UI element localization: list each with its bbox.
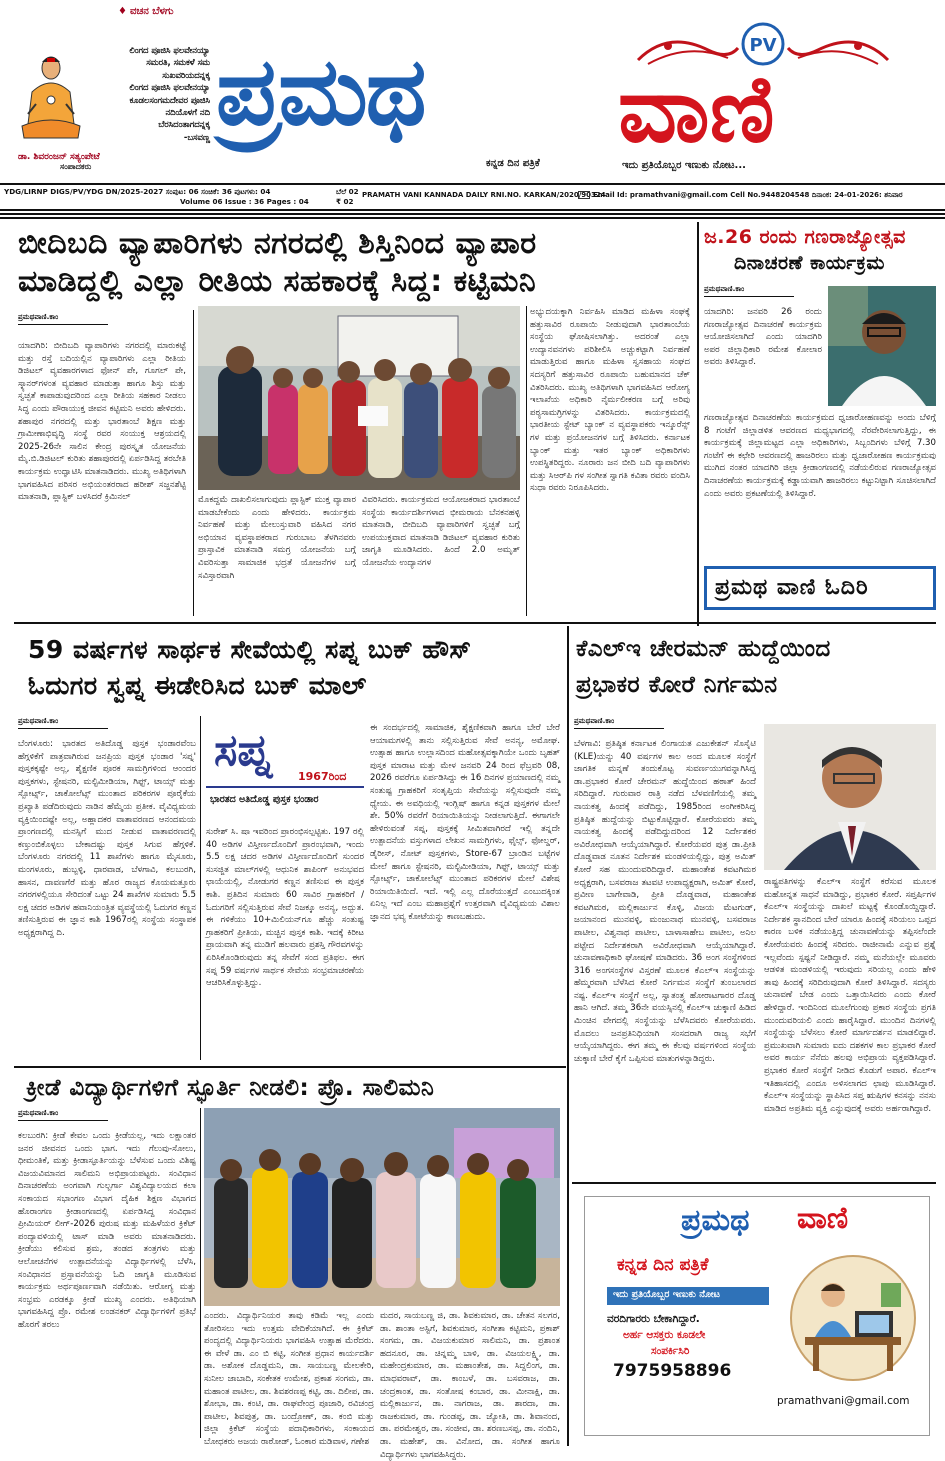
story3-headline-line1: 59 ವರ್ಷಗಳ ಸಾರ್ಥಕ ಸೇವೆಯಲ್ಲಿ ಸಪ್ನ ಬುಕ್ ಹೌಸ್ bbox=[28, 635, 472, 664]
read-pramathavani-banner bbox=[704, 566, 936, 610]
price-info: ಬೆಲೆ 02 bbox=[336, 187, 359, 196]
ad-line-2: ಅರ್ಹ ಆಸಕ್ತರು ಕೂಡಲೇ bbox=[623, 1329, 706, 1341]
story1-byline: ಪ್ರಮಥವಾಣಿ.ಕಾಂ bbox=[18, 312, 108, 325]
price-info-2: ₹ 02 bbox=[336, 197, 354, 206]
group-photo-icon bbox=[198, 306, 520, 490]
ad-slogan-bar bbox=[607, 1287, 769, 1305]
issue-info-bar bbox=[0, 183, 945, 209]
story5-headline: ಕ್ರೀಡೆ ವಿದ್ಯಾರ್ಥಿಗಳಿಗೆ ಸ್ಫೂರ್ತಿ ನೀಡಲಿ: ಪ್ರೊ. ಸಾಲಿಮನಿ bbox=[26, 1075, 435, 1101]
ad-line-3: ಸಂಪರ್ಕಿಸಿರಿ bbox=[651, 1345, 690, 1357]
story5-byline: ಪ್ರಮಥವಾಣಿ.ಕಾಂ bbox=[18, 1108, 108, 1121]
vachana-verse bbox=[74, 44, 210, 143]
vachana-line: ಸುಖವರಿಯದನ್ನಕ್ಕ bbox=[162, 69, 210, 80]
vachana-line: ಕೂಡಲಸಂಗಮದೇವರ ಪೂಜಿಸಿ bbox=[129, 94, 210, 105]
vachana-line: ಬೆರಸಿದಂತಾಗದನ್ನಕ್ಕ bbox=[158, 119, 210, 130]
ad-title: ಕನ್ನಡ ದಿನ ಪತ್ರಿಕೆ bbox=[617, 1255, 709, 1275]
logo-slogan: ಇದು ಪ್ರತಿಯೊಬ್ಬರ ಇಣುಕು ನೋಟ... bbox=[622, 160, 746, 171]
contact-text: Email Id: pramathvani@gmail.com Cell No.9448204548 ದಿನಾಂಕ: 24-01-2026: ಶನಿವಾರ bbox=[593, 191, 903, 199]
story1-photo bbox=[198, 306, 520, 490]
contact-date-info bbox=[578, 191, 903, 200]
column-divider bbox=[526, 306, 527, 616]
vachana-line: ಸಮರತಿ, ಸಮಕಳೆ ಸಮ bbox=[146, 57, 210, 68]
story3-column-2: ಸುರೇಶ್ ಸಿ. ಷಾ ಇವರಿಂದ ಪ್ರಾರಂಭಿಸಲ್ಪಟ್ಟಿತು. 197 ರಲ್ಲಿ 40 ಅಡಿಗಳ ವಿಸ್ತೀರ್ಣದೊಂದಿಗೆ ಪ್ರಾರಂಭವಾಗಿ, ಇಂದು 5.5 ಲಕ್ಷ ಚದರ ಅಡಿಗಳ ವಿಸ್ತೀರ್ಣದೊಂದಿಗೆ ಸುಂದರ ಸುಸಜ್ಜಿತ ಮಾಲ್‌ಗಳಲ್ಲಿ ಆಧುನಿಕ ಶಾಪಿಂಗ್ ಅನುಭವದ ಛಾಯೆಯಲ್ಲಿ, ನೋಡುಗರ ಕಣ್ಣನ ತಣಿಸುವ ಈ ಪುಸ್ತಕ ಕಾಶಿ. ಪ್ರತಿದಿನ ಸುಮಾರು 60 ಸಾವಿರ ಗ್ರಾಹಕರಿಗೆ / ಓದುಗರಿಗೆ ಸಲ್ಲಿಸುತ್ತಿರುವ ಸೇವೆ ನಿಜಕ್ಕೂ ಅನನ್ಯ, ಅದ್ಭುತ. ಈ ಗಳಿಕೆಯು 10+ಮಿಲಿಯನ್‌ಗೂ ಹೆಚ್ಚು ಸಂತುಷ್ಟ ಗ್ರಾಹಕರಿಗೆ ಪ್ರೀತಿಯ, ಮಚ್ಚಿನ ಪುಸ್ತಕ ಕಾಶಿ. ಇದಕ್ಕೆ ಕಿರೀಟ ಪ್ರಾಯವಾಗಿ ತನ್ನ ಮುಡಿಗೆ ಹಲವಾರು ಪ್ರಶಸ್ತಿ ಗೌರವಗಳನ್ನು ಏರಿಸಿಕೊಂಡಿರುವುದು ತನ್ನ ಸೇವೆಗೆ ಸಂದ ಪ್ರತಿಫಲ. ಈಗ ಸಪ್ನ 59 ವರ್ಷಗಳ ಸಾರ್ಥಕ ಸೇವೆಯ ಸಂಭ್ರಮಾಚರಣೆಯ ಆಚರಿಸಿಕೊಳ್ಳುತ್ತಿದ್ದು. bbox=[206, 827, 364, 989]
section-divider-horizontal bbox=[14, 1066, 566, 1068]
sapna-logo-rule bbox=[206, 786, 364, 788]
story2-column-body: ಗಣರಾಜ್ಯೋತ್ಸವ ದಿನಾಚರಣೆಯ ಕಾರ್ಯಕ್ರಮದ ಧ್ವಜಾರೋಹಣವನ್ನು ಅಂದು ಬೆಳಿಗ್ಗೆ 8 ಗಂಟೆಗೆ ಜಿಲ್ಲಾಡಳಿತ ಆವರಣದ ಮಧ್ಯಭಾಗದಲ್ಲಿ ನೆರವೇರಿಸಲಾಗುತ್ತಿದ್ದು, ಈ ಕಾರ್ಯಕ್ರಮಕ್ಕೆ ಜಿಲ್ಲಾಮಟ್ಟದ ಎಲ್ಲಾ ಅಧಿಕಾರಿಗಳು, ಸಿಬ್ಬಂದಿಗಳು ಬೆಳಿಗ್ಗೆ 7.30 ಗಂಟೆಗೆ ಈ ಕಛೇರಿ ಆವರಣದಲ್ಲಿ ಹಾಜರಿರಲು ಮತ್ತು ಧ್ವಜಾರೋಹಣ ಕಾರ್ಯಕ್ರಮವು ಮುಗಿದ ನಂತರ ಯಾದಗಿರಿ ಜಿಲ್ಲಾ ಕ್ರೀಡಾಂಗಣದಲ್ಲಿ ನಡೆಯಲಿರುವ ಗಣರಾಜ್ಯೋತ್ಸವ ದಿನಾಚರಣೆಯ ಕಾರ್ಯಕ್ರಮಕ್ಕೆ ಕಡ್ಡಾಯವಾಗಿ ಹಾಜರಿರಲು ಕಟ್ಟುನಿಟ್ಟಾಗಿ ಸೂಚಿಸಲಾಗಿದೆ ಎಂದು ಅವರು ಪ್ರಕಟಣೆಯಲ್ಲಿ ತಿಳಿಸಿದ್ದಾರೆ. bbox=[704, 413, 936, 499]
vachana-title: ♦ ವಚನ ಬೆಳಗು bbox=[118, 6, 174, 17]
story2-headline-line1: ಜ.26 ರಂದು ಗಣರಾಜ್ಯೋತ್ಸವ bbox=[704, 226, 906, 248]
recruitment-advert bbox=[584, 1196, 930, 1436]
section-divider bbox=[697, 222, 699, 626]
section-divider-horizontal bbox=[572, 1182, 936, 1184]
rni-info: PRAMATH VANI KANNADA DAILY RNI.NO. KARKAN/2020/90324 bbox=[362, 191, 606, 199]
section-divider bbox=[567, 626, 569, 1446]
story1-column-3: ವಿವರಿಸಿದರು. ಕಾರ್ಯಕ್ರಮದ ಆಯೋಜಕರಾದ ಭಾರತಾಂಬೆ ಸಂಸ್ಥೆಯ ಕಾರ್ಯದರ್ಶಿಗಳಾದ ಭೀಮರಾಯ ಬೆನಕನಹಳ್ಳಿ ಮಾತನಾಡಿ, ಬೀದಿಬದಿ ವ್ಯಾಪಾರಿಗಳಿಗೆ ಸ್ವಚ್ಛತೆ ಬಗ್ಗೆ ಉಪಯುಕ್ತವಾದ ಮಾತನಾಡಿ ಡಿಜಿಟಲ್ ವ್ಯವಹಾರ ಕುರಿತು ಜಾಗೃತಿ ಮೂಡಿಸಿದರು. ಹಿಂದೆ 2.0 ಅಮೃತ್ ಯೋಜನೆಯ ಉದ್ಯಾನಗಳ bbox=[362, 495, 520, 568]
masthead bbox=[0, 0, 945, 182]
column-divider bbox=[200, 716, 201, 1060]
vachana-line: -ಬಸವಣ್ಣ bbox=[183, 131, 210, 142]
editor-credit bbox=[18, 152, 138, 172]
story4-portrait-photo bbox=[764, 724, 936, 870]
story4-byline: ಪ್ರಮಥವಾಣಿ.ಕಾಂ bbox=[574, 716, 664, 729]
portrait-icon bbox=[764, 724, 936, 870]
story3-column-3: ಈ ಸಂದರ್ಭದಲ್ಲಿ ಸಾಮಾಜಿಕ, ಶೈಕ್ಷಣಿಕವಾಗಿ ಹಾಗೂ ಬೇರೆ ಬೇರೆ ಆಯಾಮಗಳಲ್ಲಿ ತಾನು ಸಲ್ಲಿಸುತ್ತಿರುವ ಸೇವೆ ಅನನ್ಯ, ಅಮೋಘ. ಉತ್ಸಾಹ ಹಾಗೂ ಉಲ್ಲಾಸದಿಂದ ಮಹೋತ್ಸವಕ್ಕಾಗಿಯೇ ಒಂದು ಬೃಹತ್ ಪುಸ್ತಕ ಮಾರಾಟ ಮತ್ತು ಮೇಳ ಜನವರಿ 24 ರಿಂದ ಫೆಬ್ರವರಿ 08, 2026 ರವರೆಗೂ ಏರ್ಪಡಿಸಿದ್ದು ಈ 16 ದಿನಗಳ ಪ್ರಯಾಣದಲ್ಲಿ ನಮ್ಮ ಸಂತುಷ್ಟ ಗ್ರಾಹಕರಿಗೆ ಸಂತೃಪ್ತಿಯ ಸೇವೆಯನ್ನು ಸಲ್ಲಿಸುವುದೇ ನಮ್ಮ ಧ್ಯೇಯ. ಈ ಅವಧಿಯಲ್ಲಿ ಇಂಗ್ಲಿಷ್ ಹಾಗೂ ಕನ್ನಡ ಪುಸ್ತಕಗಳ ಮೇಲೆ ಶೇ. 50% ರವರೆಗೆ ರಿಯಾಯಿತಿಯನ್ನು ನೀಡಲಾಗುತ್ತಿದೆ. ಈಗಾಗಲೇ ಹೇಳಿರುವಂತೆ ಸಪ್ನ, ಪುಸ್ತಕಕ್ಕೆ ಸೀಮಿತವಾಗಿರದೆ ಇಲ್ಲಿ ತನ್ನದೇ ಉತ್ಪಾದನೆಯ ವಸ್ತುಗಳಾದ ಲೇಖನ ಸಾಮಗ್ರಿಗಳು, ಫೈಲ್ಸ್, ಫೋಲ್ಡರ್, ಡೈರೀಸ್, ನೋಟ್ ಪುಸ್ತಕಗಳು, Store-67 ಬ್ರಾಂಡಿನ ಬಟ್ಟೆಗಳ ಮೇಲೆ ಹಾಗೂ ಸ್ಟೇಷನರಿ, ಮಲ್ಟಿಮೀಡಿಯಾ, ಗಿಫ್ಟ್, ಟಾಯ್ಸ್ ಮತ್ತು ಸ್ಪೋರ್ಟ್ಸ್, ಚಾಕೋಲೆಟ್ಸ್ ಮುಂತಾದ ಪರಿಕರಗಳ ಮೇಲೆ ವಿಶೇಷ ರಿಯಾಯಿತಿಯಿದೆ. ಇದೆ. ಇಲ್ಲಿ ಎಲ್ಲ ದೊರೆಯುತ್ತದೆ ಎಂಬುದಕ್ಕಿಂತ ಏನಿಲ್ಲ ಇದೆ ಎಂಬ ಮಹಾಪ್ರಶ್ನೆಗೆ ಉತ್ತರವಾಗಿ ವೈವಿಧ್ಯಮಯ ವಿಶಾಲ ಜ್ಞಾನದ ಭವ್ಯ ಕೋಟೆಯನ್ನು ಕಾಣಬಹುದು. bbox=[370, 723, 560, 922]
story1-column-4: ಅಭ್ಯುದಯಕ್ಕಾಗಿ ನಿರ್ವಹಿಸಿ ಮಾಡಿದ ಮಹಿಳಾ ಸಂಘಕ್ಕೆ ಹತ್ತುಸಾವಿರ ರೂಪಾಯಿ ನೀಡುವುದಾಗಿ ಭಾರತಾಂಬೆಯ ಸಂಸ್ಥೆಯ ಘೋಷಿಸಲಾಗಿತ್ತು. ಅದರಂತೆ ಎಲ್ಲಾ ಉದ್ಯಾನವನಗಳು ಪರಿಶೀಲಿಸಿ ಅಚ್ಚುಕಟ್ಟಾಗಿ ನಿರ್ವಹಣೆ ಮಾಡುತ್ತಿರುವ ಹಾಗೂ ಮಹಿಳಾ ಸ್ವಸಹಾಯ ಸಂಘದ ಸದಸ್ಯರಿಗೆ ಹತ್ತುಸಾವಿರ ರೂಪಾಯಿ ಬಹುಮಾನದ ಚೆಕ್ ವಿತರಿಸಿದರು. ಮುಖ್ಯ ಅತಿಥಿಗಳಾಗಿ ಭಾಗವಹಿಸಿದ ಆರೋಗ್ಯ ಇಲಾಖೆಯ ಅಧಿಕಾರಿ ನೈರ್ಮಲೀಕರಣ ಬಗ್ಗೆ ಅರಿವು ಪಠ್ಯಸಾಮಗ್ರಿಗಳನ್ನು ವಿತರಿಸಿದರು. ಕಾರ್ಯಕ್ರಮದಲ್ಲಿ ಭಾರತೀಯ ಸ್ಟೇಟ್ ಬ್ಯಾಂಕ್ ನ ವ್ಯವಸ್ಥಾಪಕರು ಇನ್ಶೂರೆನ್ಸ್ ಗಳ ಮತ್ತು ಪ್ರಯೋಜನಗಳ ಬಗ್ಗೆ ತಿಳಿಸಿದರು. ಕರ್ನಾಟಕ ಬ್ಯಾಂಕ್ ಮತ್ತು ಇತರ ಬ್ಯಾಂಕ್ ಅಧಿಕಾರಿಗಳು ಉಪಸ್ಥಿತರಿದ್ದರು. ನೂರಾರು ಜನ ಬೀದಿ ಬದಿ ವ್ಯಾಪಾರಿಗಳು ಮತ್ತು ಸಿಆರ್‌ಪಿ ಗಳ ಸಂಗೀತ ಸ್ವಾಗತಿ ಕವಿತಾ ರವರು ವಂದಿಸಿ ಸುಧಾ ರವರು ನಿರೂಪಿಸಿದರು. bbox=[530, 307, 690, 494]
story3-headline-line2: ಓದುಗರ ಸ್ವಪ್ನ ಈಡೇರಿಸಿದ ಬುಕ್ ಮಾಲ್ bbox=[28, 671, 367, 700]
vachana-line: ಲಿಂಗದ ಪೂಜಿಸಿ ಫಲವೇನಯ್ಯಾ bbox=[129, 82, 210, 93]
story2-column-intro: ಯಾದಗಿರಿ: ಜನವರಿ 26 ರಂದು ಗಣರಾಜ್ಯೋತ್ಸವ ದಿನಾಚರಣೆ ಕಾರ್ಯಕ್ರಮ ಆಯೋಜಿಸಲಾಗಿದೆ ಎಂದು ಯಾದಗಿರಿ ಅಪರ ಜಿಲ್ಲಾಧಿಕಾರಿ ರಮೇಶ ಕೋಲಾರ ಅವರು ತಿಳಿಸಿದ್ದಾರೆ. bbox=[704, 307, 822, 368]
story4-headline-line1: ಕೆಎಲ್‌ಇ ಚೇರಮನ್ ಹುದ್ದೆಯಿಂದ bbox=[576, 636, 831, 662]
story4-column-2: ರಾಷ್ಟ್ರಪತಿಗಳನ್ನು ಕೆಎಲ್‌ಇ ಸಂಸ್ಥೆಗೆ ಕರೆಸುವ ಮೂಲಕ ಮಹೋನ್ನತ ಸಾಧನೆ ಮಾಡಿದ್ದು, ಪ್ರಭಾಕರ ಕೋರೆ. ಸಪ್ತರ್ಷಿಗಳ ಕೆಎಲ್‌ಇ ಸಂಸ್ಥೆಯನ್ನು ದಾಖಲೆ ಮಟ್ಟಕ್ಕೆ ಕೊಂಡೊಯ್ದಿದ್ದಾರೆ. ನಿರ್ದೇಶಕ ಸ್ಥಾನದಿಂದ ಬೇರೆ ಯಾರೂ ಹಿಂದಕ್ಕೆ ಸರಿಯಲು ಒಪ್ಪದ ಕಾರಣ ಬಳಿಕ ನಡೆಯುತ್ತಿದ್ದ ಚುನಾವಣೆಯನ್ನು ತಪ್ಪಿಸಲೆಂದೇ ಕೋರೆಯವರು ಹಿಂದಕ್ಕೆ ಸರಿದರು. ರಾಜೀನಾಮೆ ಎನ್ನುವ ಪ್ರಶ್ನೆ ಇಲ್ಲವೆಂದು ಸ್ಪಷ್ಟನೆ ನೀಡಿದ್ದಾರೆ. ನಮ್ಮ ಮನೆಯಲ್ಲೇ ಮೂವರು ಆಡಳಿತ ಮಂಡಳಿಯಲ್ಲಿ ಇರುವುದು ಸರಿಯಲ್ಲ ಎಂದು ಹೇಳಿ ತಾವು ಹಿಂದಕ್ಕೆ ಸರಿದಿರುವುದಾಗಿ ಕೋರೆ ತಿಳಿಸಿದ್ದಾರೆ. ಸದಸ್ಯರು ಚುನಾವಣೆ ಬೇಡ ಎಂದು ಒತ್ತಾಯಿಸಿದರು ಎಂದು ಕೋರೆ ಹೇಳಿದ್ದಾರೆ. ಇಂದಿನಿಂದ ಮೂಲೆಗುಂಪು ಪ್ರಕಾರ ಸಂಸ್ಥೆಯ ಪ್ರಗತಿ ಮುಂದುವರಿಯಲಿ ಎಂದು ಹಾರೈಸಿದ್ದಾರೆ. ಮುಂದಿನ ದಿನಗಳಲ್ಲಿ ಸಂಸ್ಥೆಯನ್ನು ಬೆಳೆಸಲು ಕೋರೆ ಮಾರ್ಗದರ್ಶನ ಮಾಡಲಿದ್ದಾರೆ. ಪ್ರಮುಖವಾಗಿ ಸುಮಾರು ಐದು ದಶಕಗಳ ಕಾಲ ಪ್ರಭಾಕರ ಕೋರೆ ಅವರ ಕಾರ್ಯ ನೆನೆದು ಹಲವು ಅಭಿಪ್ರಾಯ ವ್ಯಕ್ತಪಡಿಸಿದ್ದಾರೆ. ಪ್ರಭಾಕರ ಕೋರೆ ಸಂಸ್ಥೆಗೆ ನೀಡಿದ ಕೊಡುಗೆ ಅಪಾರ. ಕೆಎಲ್‌ಇ ಇತಿಹಾಸದಲ್ಲಿ ಎಂದೂ ಅಳಿಸಲಾಗದ ಛಾಪು ಮೂಡಿಸಿದ್ದಾರೆ. ಕೆಎಲ್‌ಇ ಸಂಸ್ಥೆಯನ್ನು ಸ್ಥಾಪಿಸಿದ ಸಪ್ತ ಋಷಿಗಳ ಕನಸನ್ನು ನನಸು ಮಾಡಿದ ಅಪ್ರತಿಮ ವ್ಯಕ್ತಿ ಎನ್ನುವುದಕ್ಕೆ ಅವರು ಅರ್ಹರಾಗಿದ್ದಾರೆ. bbox=[764, 877, 936, 1114]
story2-portrait-photo bbox=[828, 286, 936, 406]
section-divider-horizontal bbox=[14, 622, 936, 624]
story5-photo bbox=[204, 1108, 560, 1306]
story3-byline: ಪ್ರಮಥವಾಣಿ.ಕಾಂ bbox=[18, 716, 108, 729]
ad-email: pramathvani@gmail.com bbox=[777, 1395, 910, 1407]
logo-vani: ವಾಣಿ bbox=[618, 56, 775, 163]
portrait-icon bbox=[828, 286, 936, 406]
promo-text: ಪ್ರಮಥ ವಾಣಿ ಓದಿರಿ bbox=[715, 575, 869, 600]
registration-info: YDG/LIRNP DIGS/PV/YDG DN/2025-2027 ಸಂಪುಟ: 06 ಸಂಚಿಕೆ: 36 ಪುಟಗಳು: 04 bbox=[4, 187, 271, 196]
masthead-divider bbox=[0, 209, 945, 221]
sapna-logo-text: ಸಪ್ನ bbox=[214, 725, 272, 776]
logo-badge: PV bbox=[749, 35, 777, 56]
mail-icon bbox=[578, 191, 590, 199]
story1-headline-line1: ಬೀದಿಬದಿ ವ್ಯಾಪಾರಿಗಳು ನಗರದಲ್ಲಿ ಶಿಸ್ತಿನಿಂದ ವ್ಯಾಪಾರ bbox=[18, 226, 537, 261]
story5-column-2: ಎಂದರು. ವಿದ್ಯಾರ್ಥಿನಿಯರ ತಾವು ಕಡಿಮೆ ಇಲ್ಲ ಎಂದು ತೋರಿಸಲು ಇದು ಉತ್ತಮ ವೇದಿಕೆಯಾಗಿದೆ. ಈ ಕ್ರಿಕೆಟ್ ಪಂದ್ಯದಲ್ಲಿ ವಿದ್ಯಾರ್ಥಿನಿಯರು ಭಾಗವಹಿಸಿ ಉತ್ಸಾಹ ಮೆರೆದರು. ಈ ವೇಳೆ ಡಾ. ಎಂ ಬಿ ಕಟ್ಟಿ, ಸಂಗೀತ ಪ್ರಧಾನ ಕಾರ್ಯದರ್ಶಿ ಡಾ. ಅಶೋಕ ದೊಡ್ಡಮನಿ, ಡಾ. ಸಾಯಬಣ್ಣ ಮೇಲಕೇರಿ, ಸುನೀಲ ಜಾಬಾದಿ, ಸಂಕೇತಕ ಉಮೇಶ, ಪ್ರಕಾಶ ಸಂಗಮ, ಡಾ. ಮಹಾಂತ ಪಾಟೀಲ, ಡಾ. ಶಿವಶರಣಪ್ಪ ಕಟ್ಟಿ, ಡಾ. ದಿಲೀಪ, ಡಾ. ಶೋಭಾ, ಡಾ. ಕಂಟಿ, ಡಾ. ರಾಘವೇಂದ್ರ ಪೂಜಾರಿ, ರವಿಚಂದ್ರ ಪಾಟೀಲ, ಶಿವಪುತ್ರ, ಡಾ. ಬಂದ್ರೋಣ್, ಡಾ. ಕಂಬಿ ಮತ್ತು ಜಿಲ್ಲಾ ಕ್ರಿಕೆಟ್ ಸಂಸ್ಥೆಯ ಪದಾಧಿಕಾರಿಗಳು, ಸಂಕಾಯದ ಬೋಧಕರು ಅಜಯ ರಾಠೋಡ್, ಓಂಕಾರ ಮಡಿವಾಳ, ಗಣೇಶ bbox=[204, 1311, 374, 1447]
story1-column-1: ಯಾದಗಿರಿ: ಬೀದಿಬದಿ ವ್ಯಾಪಾರಿಗಳು ನಗರದಲ್ಲಿ ಮಾರುಕಟ್ಟೆ ಮತ್ತು ರಸ್ತೆ ಬದಿಯಲ್ಲಿನ ವ್ಯಾಪಾರಿಗಳು ಎಲ್ಲಾ ರೀತಿಯ ಡಿಜಿಟಲ್ ವ್ಯವಹಾರಗಳಾದ ಫೋನ್ ಪೇ, ಗೂಗಲ್ ಪೇ, ಸ್ಕ್ಯಾನರ್‌ಗಳಂತ ವ್ಯವಹಾರ ಮಾಡುತ್ತಾ ಹಾಗೂ ಶಿಸ್ತು ಮತ್ತು ಸ್ವಚ್ಛತೆ ಕಾಪಾಡುವುದರಿಂದ ಎಲ್ಲಾ ರೀತಿಯ ಸಹಕಾರ ನೀಡಲು ಸಿದ್ಧ ಎಂದು ಪೌರಾಯುಕ್ತ ಜೀವನ ಕಟ್ಟಿಮನಿ ಅವರು ಹೇಳಿದರು. ಶಹಾಪುರ ನಗರದಲ್ಲಿ ಮತ್ತು ಭಾರತಾಂಬೆ ಶಿಕ್ಷಣ ಮತ್ತು ಗ್ರಾಮೀಣಾಭಿವೃದ್ಧಿ ಸಂಸ್ಥೆ ರವರ ಸಂಯುಕ್ತ ಆಶ್ರಯದಲ್ಲಿ 2025-26ನೇ ಸಾಲಿನ ಕೇಂದ್ರ ಪುರಸ್ಕೃತ ಯೋಜನೆಯ ಮೈ.ಬಿ.ಡಿಜಿಟಲ್ ಕುರಿತು ಶಹಾಪುರದಲ್ಲಿ ಏರ್ಪಡಿಸಿದ್ದ ತರಬೇತಿ ಕಾರ್ಯಕ್ರಮ ಉದ್ಘಾಟಿಸಿ ಮಾತನಾಡಿದರು. ಮುಖ್ಯ ಅತಿಥಿಗಳಾಗಿ ಭಾಗವಹಿಸಿದ ಪರಿಸರ ಅಭಿಯಂತರರಾದ ಹರೀಶ್ ಸಜ್ಜನಶೆಟ್ಟಿ ಮಾತನಾಡಿ, ಪ್ಲಾಸ್ಟಿಕ್ ಬಳಸಿದರೆ ಕ್ರಿಮಿನಲ್ bbox=[18, 341, 186, 503]
story5-column-3: ಮದರ, ಸಾಯಬಣ್ಣ ಜಿ, ಡಾ. ಶಿವಕುಮಾರ, ಡಾ. ಚೇತನ ಸಲಗರ, ಡಾ. ಶಾಂತಾ ಅಸ್ಟಿಗೆ, ಶಿವಕುಮಾರ, ಸಂಗೀತಾ ಕಟ್ಟಿಮನಿ, ಪ್ರಕಾಶ್ ಸಂಗಮ, ಡಾ. ವಿಜಯಕುಮಾರ ಸಾಲಿಮನಿ, ಡಾ. ಪ್ರಶಾಂತ ಹದನೂರ, ಡಾ. ಚಿನ್ನಮ್ಮ ಬಾಳಿ, ಡಾ. ವಿಜಯಲಕ್ಷ್ಮಿ, ಡಾ. ಮಹೇಂದ್ರಕುಮಾರ, ಡಾ. ಮಹಾಂತೇಶ, ಡಾ. ಸಿದ್ದಲಿಂಗ, ಡಾ. ಮಾಧವರಾವ್, ಡಾ. ಕಾಂಬಳೆ, ಡಾ. ಬಸವರಾಜ, ಡಾ. ಚಂದ್ರಕಾಂತ, ಡಾ. ಸಂತೋಷ ಕಂಬಾರ, ಡಾ. ಮೀನಾಕ್ಷಿ, ಡಾ. ಮಲ್ಲಿಕಾರ್ಜುನ, ಡಾ. ನಾಗರಾಜ, ಡಾ. ಶಾರದಾ, ಡಾ. ರಾಜಕುಮಾರ, ಡಾ. ಗುಂಡಪ್ಪ, ಡಾ. ಜ್ಯೋತಿ, ಡಾ. ಶಿವಾನಂದ, ಡಾ. ಪರಮೇಶ್ವರ, ಡಾ. ಸಂಜೀವ, ಡಾ. ಶರಣಬಸಪ್ಪ, ಡಾ. ನಂದಿನಿ, ಡಾ. ಮಹೇಶ್, ಡಾ. ವಿನೋದ, ಡಾ. ಸಂಗೀತ ಹಾಗೂ ವಿದ್ಯಾರ್ಥಿಗಳು ಭಾಗವಹಿಸಿದ್ದರು. bbox=[380, 1311, 560, 1460]
logo-tagline: ಕನ್ನಡ ದಿನ ಪತ್ರಿಕೆ bbox=[486, 158, 540, 169]
reporter-at-desk-icon bbox=[785, 1253, 921, 1383]
story2-headline-line2: ದಿನಾಚರಣೆ ಕಾರ್ಯಕ್ರಮ bbox=[734, 252, 885, 274]
column-divider bbox=[193, 310, 194, 616]
story1-column-2: ಮೊಕದ್ದಮೆ ದಾಖಲಿಸಲಾಗುವುದು ಪ್ಲಾಸ್ಟಿಕ್ ಮುಕ್ತ ವ್ಯಾಪಾರ ಮಾಡಬೇಕೆಂದು ಎಂದು ಹೇಳಿದರು. ಕಾರ್ಯಕ್ರಮ ನಿರ್ವಹಣೆ ಮತ್ತು ಮೇಲುಸ್ತುವಾರಿ ವಹಿಸಿದ ನಗರ ಅಭಿಯಾನ ವ್ಯವಸ್ಥಾಪಕರಾದ ಗುರುಬಾಬ ತೆಳಗಿನವರು ಪ್ರಾಸ್ತಾವಿಕ ಮಾತನಾಡಿ ಸಮಗ್ರ ಯೋಜನೆಯ ಬಗ್ಗೆ ವಿವರಿಸುತ್ತಾ ಸಾಮಾಜಿಕ ಭದ್ರತೆ ಯೋಜನೆಗಳ ಬಗ್ಗೆ ಸವಿಸ್ತಾರವಾಗಿ bbox=[198, 495, 356, 581]
story1-headline-line2: ಮಾಡಿದ್ದಲ್ಲಿ ಎಲ್ಲಾ ರೀತಿಯ ಸಹಕಾರಕ್ಕೆ ಸಿದ್ದ: ಕಟ್ಟಿಮನಿ bbox=[18, 264, 537, 299]
story5-column-1: ಕಲಬುರಗಿ: ಕ್ರೀಡೆ ಕೇವಲ ಒಂದು ಕ್ರೀಡೆಯಲ್ಲ, ಇದು ಲಕ್ಷಾಂತರ ಜನರ ಜೀವನದ ಒಂದು ಭಾಗ. ಇದು ಗೆಲುವು-ಸೋಲು, ಧೀಮಂತಿಕೆ, ಮತ್ತು ಕ್ರೀಡಾಸ್ಫೂರ್ತಿಯನ್ನು ಬೆಳೆಸುವ ಒಂದು ವಿಶಿಷ್ಟ ವಿಜಯವಿಮಾನದ ಸಾಲಿಮನಿ ಅಭಿಪ್ರಾಯಪಟ್ಟರು. ಸಂವಿಧಾನ ದಿನಾಚರಣೆಯ ಅಂಗವಾಗಿ ಗುಲ್ಬರ್ಗಾ ವಿಶ್ವವಿದ್ಯಾಲಯದ ಕಲಾ ಸಂಕಾಯದ ಸಭಾಂಗಣ ವಿಭಾಗ ದೈಹಿಕ ಶಿಕ್ಷಣ ವಿಭಾಗದ ಹೊರಾಂಗಣ ಕ್ರೀಡಾಂಗಣದಲ್ಲಿ ಏರ್ಪಡಿಸಿದ್ದ ಸಂವಿಧಾನ ಪ್ರೀಮಿಯರ್ ಲೀಗ್-2026 ಪುರುಷ ಮತ್ತು ಮಹಿಳೆಯರ ಕ್ರಿಕೆಟ್ ಪಂದ್ಯಾವಳಿಯಲ್ಲಿ ಟಾಸ್ ಮಾಡಿ ಅವರು ಮಾತನಾಡಿದರು. ಕ್ರೀಡೆಯು ಕಲಿಸುವ ಶ್ರಮ, ತಂಡದ ತಂತ್ರಗಳು ಮತ್ತು ಆಲೋಚನೆಗಳ ಉತ್ಪಾದನೆಯನ್ನು ವಿದ್ಯಾರ್ಥಿಗಳಲ್ಲಿ ಬೆಳೆಸಿ, ಸಂವಿಧಾನದ ಪ್ರಸ್ತಾವನೆಯನ್ನು ಓದಿ ಜಾಗೃತಿ ಮೂಡಿಸುವ ಕಾರ್ಯಕ್ರಮ ಅರ್ಥಪೂರ್ಣವಾಗಿ ನಡೆಯಿತು. ಆರೋಗ್ಯ ಮತ್ತು ಸಂಭ್ರಮ ಎರಡಕ್ಕೂ ಕ್ರೀಡೆ ಮುಖ್ಯ ಎಂದರು. ಅತಿಥಿಯಾಗಿ ಭಾಗವಹಿಸಿದ್ದ ಪ್ರೊ. ರಮೇಶ ಲಂಡನಕರ್ ವಿದ್ಯಾರ್ಥಿಗಳಿಗೆ ಪ್ರತಿಭೆ ಹೊರಗೆ ತರಲು bbox=[18, 1131, 196, 1330]
ad-brand-right: ವಾಣಿ bbox=[797, 1201, 849, 1236]
story2-byline: ಪ್ರಮಥವಾಣಿ.ಕಾಂ bbox=[704, 284, 794, 297]
editor-role: ಸಂಪಾದಕರು bbox=[60, 162, 92, 171]
volume-info: Volume 06 Issue : 36 Pages : 04 bbox=[180, 197, 309, 206]
ad-brand-left: ಪ್ರಮಥ bbox=[681, 1203, 750, 1238]
sapna-logo bbox=[206, 724, 364, 820]
sports-group-photo-icon bbox=[204, 1108, 560, 1306]
vachana-line: ನದಿಯೊಳಗೆ ನದಿ bbox=[165, 107, 210, 118]
editor-name: ಡಾ. ಶಿವರಂಜನ್ ಸತ್ಯಂಪೇಟೆ bbox=[18, 152, 100, 162]
sapna-logo-year: 1967ರಿಂದ bbox=[298, 770, 347, 783]
sapna-logo-subtitle: ಭಾರತದ ಅತಿದೊಡ್ಡ ಪುಸ್ತಕ ಭಂಡಾರ bbox=[210, 794, 319, 805]
story4-headline-line2: ಪ್ರಭಾಕರ ಕೋರೆ ನಿರ್ಗಮನ bbox=[576, 672, 778, 698]
logo-pramatha: ಪ್ರಮಥ bbox=[216, 38, 425, 147]
ad-slogan: ಇದು ಪ್ರತಿಯೊಬ್ಬರ ಇಣುಕು ನೋಟ bbox=[613, 1289, 720, 1300]
vachana-box bbox=[14, 4, 210, 180]
ad-line-1: ವರದಿಗಾರರು ಬೇಕಾಗಿದ್ದಾರೆ. bbox=[607, 1313, 700, 1325]
vachana-line: ಲಿಂಗದ ಪೂಜಿಸಿ ಫಲವೇನಯ್ಯಾ bbox=[129, 45, 210, 55]
column-divider bbox=[200, 1108, 201, 1438]
story3-column-1: ಬೆಂಗಳೂರು: ಭಾರತದ ಅತಿದೊಡ್ಡ ಪುಸ್ತಕ ಭಂಡಾರವೆಂಬ ಹೆಗ್ಗಳಿಕೆಗೆ ಪಾತ್ರವಾಗಿರುವ ಜನಪ್ರಿಯ ಪುಸ್ತಕ ಭಂಡಾರ 'ಸಪ್ನ' ಪುಸ್ತಕಕ್ಕಷ್ಟೇ ಅಲ್ಲ, ಶೈಕ್ಷಣಿಕ ಪೂರಕ ಸಾಮಗ್ರಿಗಳಿಂದ ಆಂಂದರ ಪುಸ್ತಕಗಳು, ಸ್ಟೇಷನರಿ, ಮಲ್ಟಿಮೀಡಿಯಾ, ಗಿಫ್ಟ್, ಟಾಯ್ಸ್ ಮತ್ತು ಸ್ಪೋರ್ಟ್ಸ್, ಚಾಕೋಲೆಟ್ಸ್ ಮುಂತಾದ ಪರಿಕರಗಳ ಪೂರೈಕೆಯ ಪ್ರಖ್ಯಾತಿ ಪಡೆದಿರುವುದು ನಾಡಿನ ಹೆಮ್ಮೆಯ ಪ್ರತೀಕ. ವೈವಿಧ್ಯಮಯ ವ್ಯಕ್ತಿಯಿಂದಷ್ಟೇ ಅಲ್ಲ, ಅಹ್ಲಾದಕರ ವಾತಾವರಣದ ಆನಂದಮಯ ಪ್ರಾಂಗಣದಲ್ಲಿ ಮನಸ್ಸಿಗೆ ಮುದ ನೀಡುವ ವಾತಾವರಣದಲ್ಲಿ ಕಣ್ತುಂಬಿಕೊಳ್ಳಲು ಬೇಕಾದಷ್ಟು ಪುಸ್ತಕ ಸಿಗುವ ಹೆಗ್ಗಳಿಕೆ. ಬೆಂಗಳೂರು ನಗರದಲ್ಲಿ 11 ಶಾಖೆಗಳು ಹಾಗೂ ಮೈಸೂರು, ಮಂಗಳೂರು, ಹುಬ್ಬಳ್ಳಿ, ಧಾರವಾಡ, ಬೆಳಗಾವಿ, ಕಲಬುರಗಿ, ಹಾಸನ, ದಾವಣಗೆರೆ ಮತ್ತು ಹೊರ ರಾಜ್ಯದ ಕೊಯಮತ್ತೂರು ನಗರಗಳಲ್ಲಿಯೂ ಸೇರಿದಂತೆ ಒಟ್ಟು 24 ಶಾಖೆಗಳ ಸುಮಾರು 5.5 ಲಕ್ಷ ಚದರ ಅಡಿಗಳ ಹವಾನಿಯಂತ್ರಿತ ವ್ಯವಸ್ಥೆಯಲ್ಲಿ ಓದುಗರ ಕಣ್ಣನ ತಣಿಸುತ್ತಿರುವ ಈ ಜ್ಞಾನ ಕಾಶಿ 1967ರಲ್ಲಿ ಸಂಸ್ಥೆಯ ಸಂಸ್ಥಾಪಕ ಅಧ್ಯಕ್ಷರಾಗಿದ್ದ ದಿ. bbox=[18, 739, 196, 938]
story4-column-1: ಬೆಳಗಾವಿ: ಪ್ರತಿಷ್ಠಿತ ಕರ್ನಾಟಕ ಲಿಂಗಾಯತ ಎಜುಕೇಶನ್ ಸೊಸೈಟಿ (KLE)ಯನ್ನು 40 ವರ್ಷಗಳ ಕಾಲ ಅಂದ ಮೂಲಕ ಸಂಸ್ಥೆಗೆ ಜಾಗತಿಕ ಮನ್ನಣೆ ತಂದುಕೊಟ್ಟ ಸುವರ್ಣಯುಗವನ್ನಾಗಿಸಿದ್ದ ಡಾ.ಪ್ರಭಾಕರ ಕೋರೆ ಚೇರಮನ್ ಹುದ್ದೆಯಿಂದ ಹಠಾತ್ ಹಿಂದೆ ಸರಿದಿದ್ದಾರೆ. ಗುರುವಾರ ರಾತ್ರಿ ನಡೆದ ಬೆಳವಣಿಗೆಯಲ್ಲಿ ತಮ್ಮ ನಾಯಕತ್ವ ಹಿಂದಕ್ಕೆ ಪಡೆದಿದ್ದು, 1985ರಿಂದ ಅಂಗೀಕರಿಸಿದ್ದ ಪ್ರತಿಷ್ಠಿತ ಹುದ್ದೆಯನ್ನು ಬಿಟ್ಟುಕೊಟ್ಟಿದ್ದಾರೆ. ಕೋರೆಯವರು ತಮ್ಮ ನಾಯಕತ್ವ ಹಿಂದಕ್ಕೆ ಪಡೆದಿದ್ದುದರಿಂದ 12 ನಿರ್ದೇಶಕರ ಅವಿರೋಧವಾಗಿ ಆಯ್ಕೆಯಾಗಿದ್ದಾರೆ. ಕೋರೆಯವರ ಪುತ್ರ ಡಾ.ಪ್ರೀತಿ ದೊಡ್ಡವಾಡ ನೂತನ ನಿರ್ದೇಶಕ ಮಂಡಳಿಯಲ್ಲಿದ್ದು, ಪುತ್ರ ಅಮಿತ್ ಕೋರೆ ಸಹ ಮುಂದುವರಿದಿದ್ದಾರೆ. ಮಹಾಂತೇಶ ಕವಟಗಿಮಠ ಅಧ್ಯಕ್ಷರಾಗಿ, ಬಸವರಾಜ ತಟವಟಿ ಉಪಾಧ್ಯಕ್ಷರಾಗಿ, ಅಮಿತ್ ಕೋರೆ, ಪ್ರವೀಣ ಬಾಗೇವಾಡಿ, ಪ್ರೀತಿ ದೊಡ್ಡವಾಡ, ಮಹಾಂತೇಶ ಕವಟಗಿಮಠ, ಮಲ್ಲಿಕಾರ್ಜುನ ಕೊಳ್ಳಿ, ವಿಜಯ ಮೆಟಗುಡ್, ಜಯಾನಂದ ಮುನವಳ್ಳಿ, ಮಂಜುನಾಥ ಮುನವಳ್ಳಿ, ಬಸವರಾಜ ಪಾಟೀಲ, ವಿಶ್ವನಾಥ ಪಾಟೀಲ, ಬಾಳಾಸಾಹೇಬ ಪಾಟೀಲ, ಅನಿಲ ಪಟ್ಟೇದ ನಿರ್ದೇಶಕರಾಗಿ ಅವಿರೋಧವಾಗಿ ಆಯ್ಕೆಯಾಗಿದ್ದಾರೆ. ಚುನಾವಣಾಧಿಕಾರಿ ಘೋಷಣೆ ಮಾಡಿದರು. 36 ಅಂಗ ಸಂಸ್ಥೆಗಳಿಂದ 316 ಅಂಗಸಂಸ್ಥೆಗಳ ವಿಸ್ತರಣೆ ಮೂಲಕ ಕೆಎಲ್‌ಇ ಸಂಸ್ಥೆಯನ್ನು ಹೆಮ್ಮರವಾಗಿ ಬೆಳೆಸಿದ ಕೋರೆ ನಿರ್ಗಮನ ಸಂಸ್ಥೆಗೆ ತುಂಬಲಾರದ ನಷ್ಟ. ಕೆಎಲ್‌ಇ ಸಂಸ್ಥೆಗೆ ಅಲ್ಲ, ಸ್ವಾತಂತ್ರ್ಯ ಹೋರಾಟಗಾರರ ದೊಡ್ಡ ಹಾನಿ ಆಗಿದೆ. ತಮ್ಮ 36ನೇ ವಯಸ್ಸಿನಲ್ಲಿ ಕೆಎಲ್‌ಇ ಚುಕ್ಕಾಣಿ ಹಿಡಿದ ಮಿಂಚಿನ ವೇಗದಲ್ಲಿ ಸಂಸ್ಥೆಯನ್ನು ಬೆಳೆಸಿದವರು ಕೋರೆಯವರು. ಮೊದಲು ಜನಪ್ರತಿನಿಧಿಯಾಗಿ ಸಂಸದರಾಗಿ ರಾಜ್ಯ ಸಭೆಗೆ ಆಯ್ಕೆಯಾಗಿದ್ದರು. ಈಗ ತಮ್ಮ ಈ ಕೆಲವು ವರ್ಷಗಳಿಂದ ಸಂಸ್ಥೆಯ ಚುಕ್ಕಾಣಿ ಬೇರೆ ಕೈಗೆ ಒಪ್ಪಿಸುವ ಮಾತುಗಳನ್ನಾಡಿದ್ದರು. bbox=[574, 739, 756, 1064]
ad-phone: 7975958896 bbox=[613, 1361, 732, 1381]
